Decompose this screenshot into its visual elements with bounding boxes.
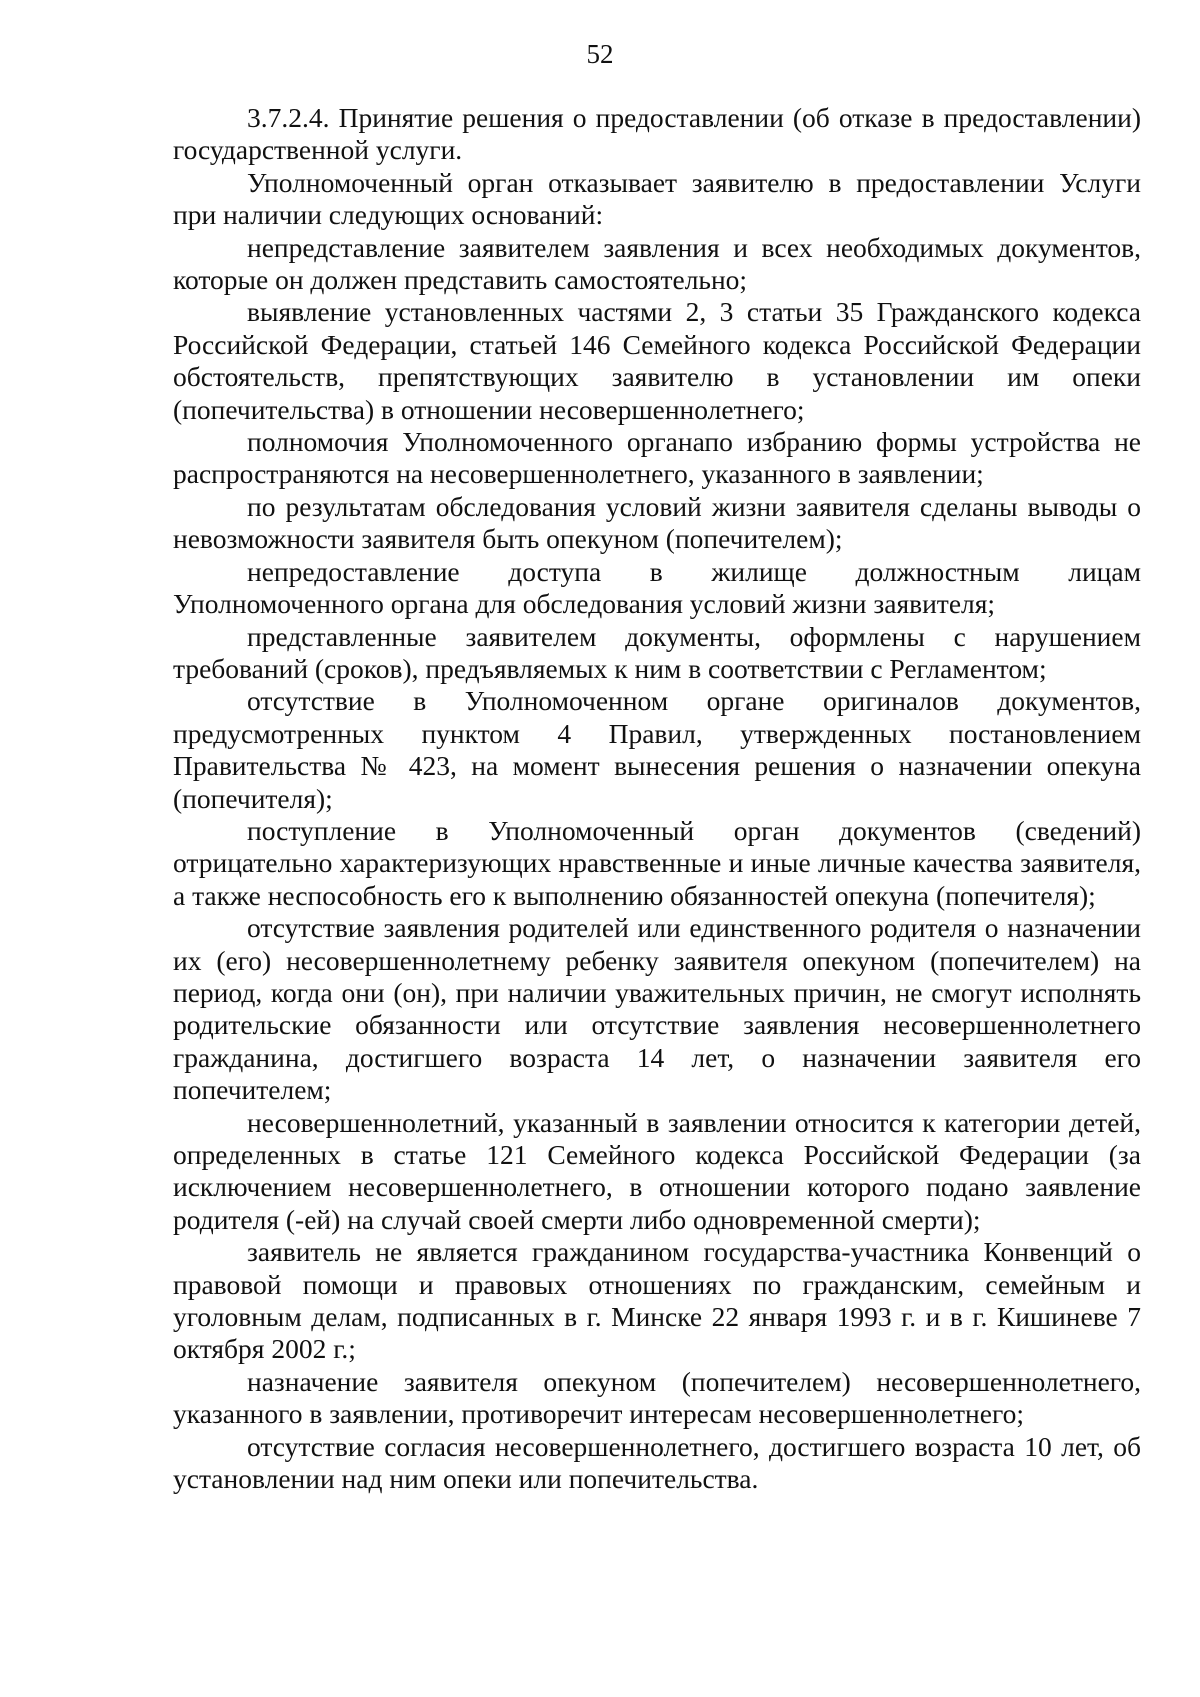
document-body xyxy=(173,102,1141,1495)
refusal-ground-item: непредоставление доступа в жилище должностным лицам Уполномоченного органа для обследования условий жизни заявителя; xyxy=(173,555,1141,620)
refusal-ground-item: отсутствие в Уполномоченном органе оригиналов документов, предусмотренных пунктом 4 Правил, утвержденных постановлением Правительства № 423, на момент вынесения решения о назначении опекуна (попечителя); xyxy=(173,685,1141,814)
refusal-ground-item: заявитель не является гражданином государства-участника Конвенций о правовой помощи и правовых отношениях по гражданским, семейным и уголовным делам, подписанных в г. Минске 22 января 1993 г. и в г. Кишиневе 7 октября 2002 г.; xyxy=(173,1236,1141,1365)
refusal-ground-item: отсутствие заявления родителей или единственного родителя о назначении их (его) несовершеннолетнему ребенку заявителя опекуном (попечителем) на период, когда они (он), при наличии уважительных причин, не смогут исполнять родительские обязанности или отсутствие заявления несовершеннолетнего гражданина, достигшего возраста 14 лет, о назначении заявителя его попечителем; xyxy=(173,912,1141,1106)
refusal-ground-item: отсутствие согласия несовершеннолетнего, достигшего возраста 10 лет, об установлении над ним опеки или попечительства. xyxy=(173,1430,1141,1495)
page-number: 52 xyxy=(586,39,614,69)
refusal-intro-paragraph: Уполномоченный орган отказывает заявителю в предоставлении Услуги при наличии следующих оснований: xyxy=(173,166,1141,231)
refusal-ground-item: выявление установленных частями 2, 3 статьи 35 Гражданского кодекса Российской Федерации, статьей 146 Семейного кодекса Российской Федерации обстоятельств, препятствующих заявителю в установлении им опеки (попечительства) в отношении несовершеннолетнего; xyxy=(173,296,1141,425)
refusal-ground-item: назначение заявителя опекуном (попечителем) несовершеннолетнего, указанного в заявлении, противоречит интересам несовершеннолетнего; xyxy=(173,1365,1141,1430)
refusal-ground-item: непредставление заявителем заявления и всех необходимых документов, которые он должен представить самостоятельно; xyxy=(173,231,1141,296)
section-heading-paragraph: 3.7.2.4. Принятие решения о предоставлении (об отказе в предоставлении) государственной услуги. xyxy=(173,102,1141,166)
refusal-ground-item: полномочия Уполномоченного органапо избранию формы устройства не распространяются на несовершеннолетнего, указанного в заявлении; xyxy=(173,426,1141,490)
refusal-ground-item: несовершеннолетний, указанный в заявлении относится к категории детей, определенных в статье 121 Семейного кодекса Российской Федерации (за исключением несовершеннолетнего, в отношении которого подано заявление родителя (-ей) на случай своей смерти либо одновременной смерти); xyxy=(173,1106,1141,1235)
refusal-ground-item: поступление в Уполномоченный орган документов (сведений) отрицательно характеризующих нравственные и иные личные качества заявителя, а также неспособность его к выполнению обязанностей опекуна (попечителя); xyxy=(173,814,1141,911)
refusal-ground-item: представленные заявителем документы, оформлены с нарушением требований (сроков), предъявляемых к ним в соответствии с Регламентом; xyxy=(173,620,1141,684)
refusal-ground-item: по результатам обследования условий жизни заявителя сделаны выводы о невозможности заявителя быть опекуном (попечителем); xyxy=(173,490,1141,555)
